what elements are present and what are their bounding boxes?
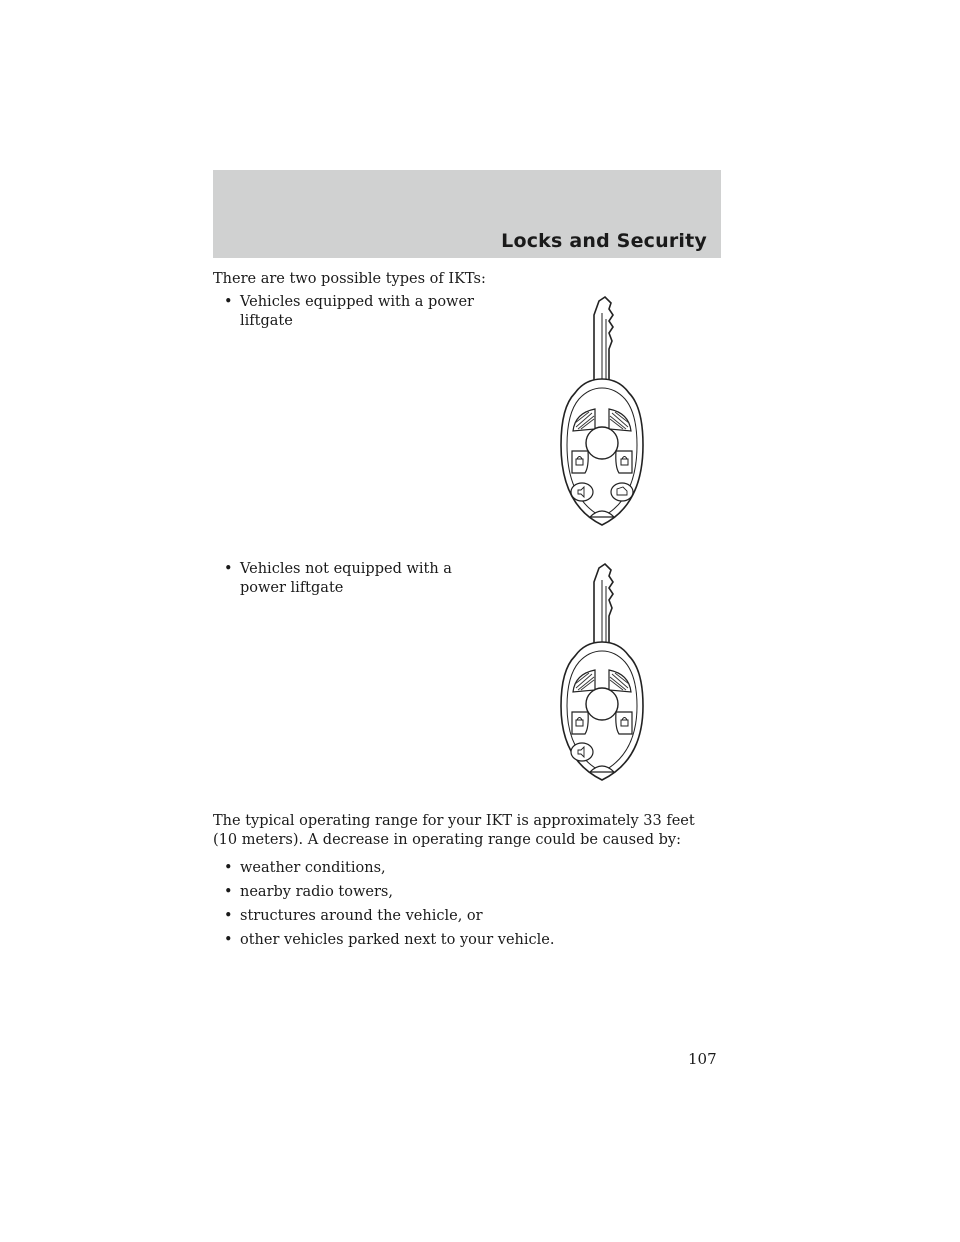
section-title: Locks and Security — [501, 230, 707, 252]
bullet: • — [224, 294, 233, 310]
ikt-type-label: Vehicles not equipped with a power liftgate — [240, 561, 452, 596]
ikt-type-label: Vehicles equipped with a power liftgate — [240, 294, 474, 329]
ikt-type-item — [224, 293, 474, 331]
list-item: • weather conditions, — [224, 860, 386, 876]
bullet: • — [224, 561, 233, 577]
ikt-type-item — [224, 560, 474, 598]
intro-text: There are two possible types of IKTs: — [213, 271, 486, 287]
page-number: 107 — [688, 1050, 717, 1068]
key-fob-without-liftgate-button-icon — [545, 562, 665, 784]
key-fob-with-liftgate-button-icon — [545, 295, 665, 531]
range-paragraph: The typical operating range for your IKT is approximately 33 feet (10 meters). A decrease in operating range could be caused by: — [213, 813, 695, 848]
list-item: • nearby radio towers, — [224, 884, 393, 900]
list-item: • other vehicles parked next to your vehicle. — [224, 932, 555, 948]
section-header-bar — [213, 170, 721, 258]
list-item: • structures around the vehicle, or — [224, 908, 483, 924]
